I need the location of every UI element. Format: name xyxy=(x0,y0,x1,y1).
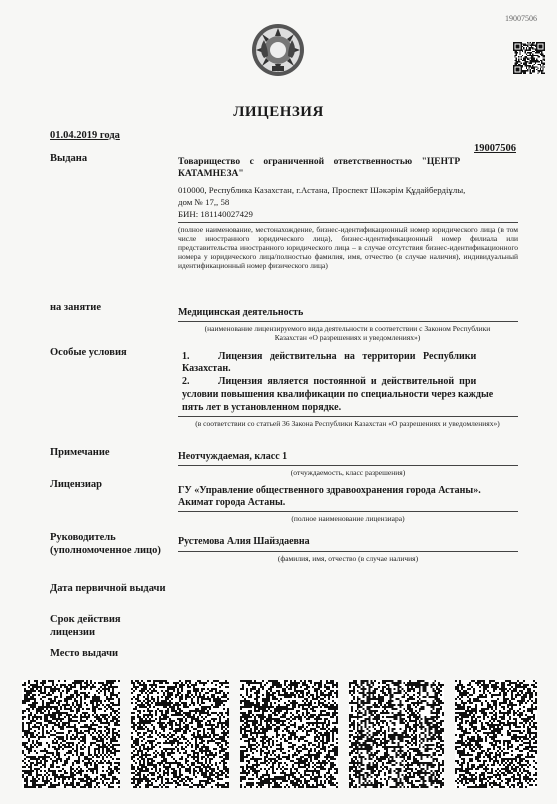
head-value: Рустемова Алия Шайздаевна xyxy=(178,536,310,547)
licensor-value-line2: Акимат города Астаны. xyxy=(178,497,286,508)
special-item2-line2: условии повышения квалификации по специальности через каждые xyxy=(182,389,494,400)
activity-caption: (наименование лицензируемого вида деятельности в соответствии с Законом Республики Казахстан «О разрешениях и уведомлениях») xyxy=(204,324,491,342)
special-item2-number: 2. xyxy=(182,376,190,387)
document-title: ЛИЦЕНЗИЯ xyxy=(233,104,324,120)
issued-bin: БИН: 181140027429 xyxy=(178,209,253,219)
label-licensor: Лицензиар xyxy=(50,479,102,490)
qr-code-5 xyxy=(455,680,537,788)
issued-address-line2: дом № 17,, 58 xyxy=(178,197,230,207)
label-head-line2: (уполномоченное лицо) xyxy=(50,545,161,556)
remark-caption: (отчуждаемость, класс разрешения) xyxy=(290,468,406,477)
head-rule xyxy=(178,551,518,552)
special-item1-line2: Казахстан. xyxy=(182,363,231,374)
qr-code-2 xyxy=(131,680,229,788)
activity-value: Медицинская деятельность xyxy=(178,307,304,318)
label-remark: Примечание xyxy=(50,447,110,458)
licensor-rule xyxy=(178,511,518,512)
remark-rule xyxy=(178,465,518,466)
qr-code-4 xyxy=(349,680,444,788)
activity-rule xyxy=(178,321,518,322)
issued-rule xyxy=(178,222,518,223)
label-validity-line2: лицензии xyxy=(50,627,96,638)
label-first-issue-date: Дата первичной выдачи xyxy=(50,583,166,594)
special-item2-line3: пять лет в установленном порядке. xyxy=(182,402,342,413)
special-caption: (в соответствии со статьей 36 Закона Республики Казахстан «О разрешениях и уведомлениях») xyxy=(195,419,500,428)
label-special-conditions: Особые условия xyxy=(50,347,127,358)
remark-value: Неотчуждаемая, класс 1 xyxy=(178,451,288,462)
label-head-line1: Руководитель xyxy=(50,532,116,543)
head-caption: (фамилия, имя, отчество (в случае наличия) xyxy=(277,554,419,563)
issued-address-line1: 010000, Республика Казахстан, г.Астана, Проспект Шәкәрім Құдайбердіұлы, xyxy=(178,185,466,195)
issued-caption: (полное наименование, местонахождение, бизнес-идентификационный номер юридического лица (в том числе иностранного юридического лица), бизнес-идентификационный номер филиала или представительства иностранного юридического лица – в случае отсутствия бизнес-идентификационного номера у юридического лица/полностью фамилия, имя, отчество (в случае наличия), индивидуальный идентификационный номер физического лица) xyxy=(178,225,518,270)
qr-code-1 xyxy=(22,680,120,788)
issue-date: 01.04.2019 года xyxy=(50,130,120,141)
licensor-value-line1: ГУ «Управление общественного здравоохранения города Астаны». xyxy=(178,485,481,496)
license-number: 19007506 xyxy=(474,143,516,154)
label-place-of-issue: Место выдачи xyxy=(50,648,119,659)
special-item2-line1: Лицензия является постоянной и действительной при xyxy=(218,376,477,387)
state-emblem xyxy=(250,22,306,78)
label-activity: на занятие xyxy=(50,302,101,313)
corner-code: 19007506 xyxy=(505,14,537,23)
licensor-caption: (полное наименование лицензиара) xyxy=(291,514,405,523)
issued-company-line1: Товарищество с ограниченной ответственностью "ЦЕНТР xyxy=(178,157,461,167)
issued-company-line2: КАТАМНЕЗА" xyxy=(178,169,244,179)
special-item1-line1: Лицензия действительна на территории Республики xyxy=(218,351,477,362)
special-rule xyxy=(178,416,518,417)
corner-qr-code xyxy=(513,42,545,74)
label-issued: Выдана xyxy=(50,153,88,164)
label-validity-line1: Срок действия xyxy=(50,614,121,625)
qr-code-3 xyxy=(240,680,338,788)
special-item1-number: 1. xyxy=(182,351,190,362)
